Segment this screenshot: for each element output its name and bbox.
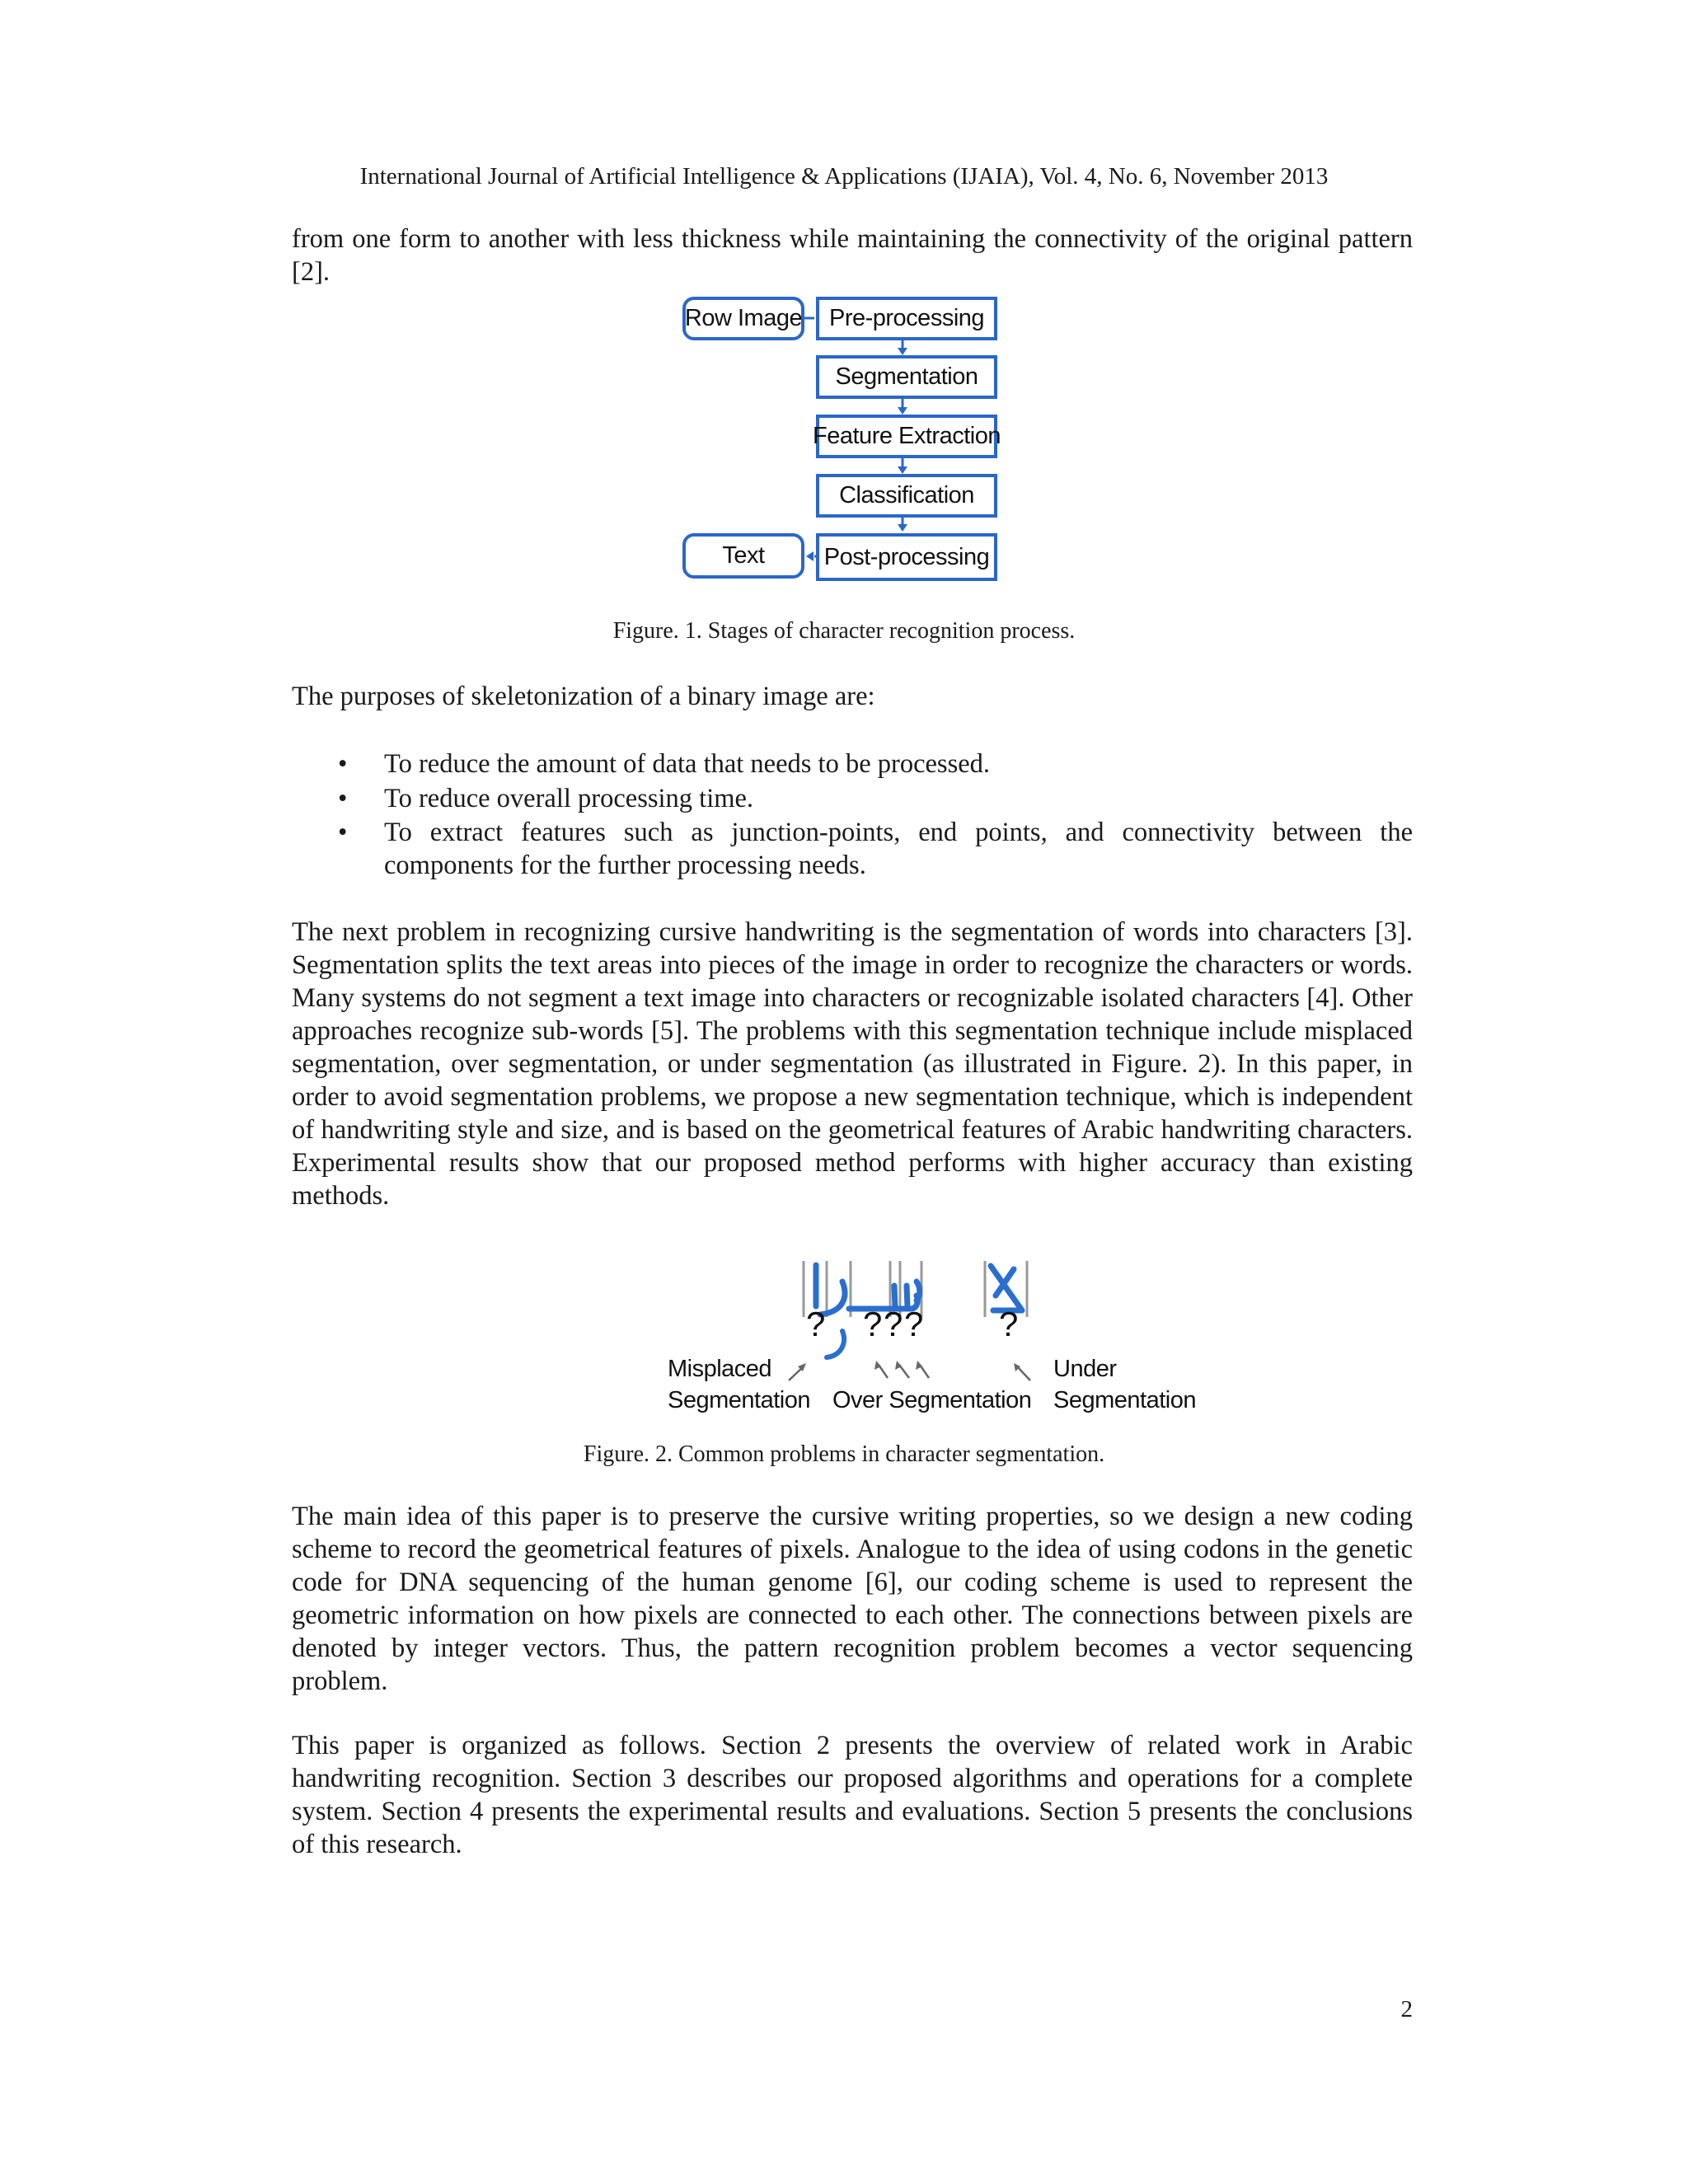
pointer-arrows: [789, 1361, 1030, 1380]
arrow-head: [898, 407, 907, 415]
label-over-segmentation: Over Segmentation: [832, 1387, 1032, 1413]
bullet-dot: •: [338, 749, 348, 779]
box-feature-extraction: Feature Extraction: [816, 415, 997, 458]
detached-ra-stroke: [827, 1331, 844, 1357]
bullet-dot: •: [338, 784, 348, 813]
organization-text: This paper is organized as follows. Section 2 presents the overview of related work in Arabic handwriting recognition. Section 3 describes our proposed algorithms and operations for a complete system. Section 4 presents the experimental results and evaluations. Section 5 presents the conclusions of this research.: [292, 1731, 1413, 1859]
segmentation-paragraph-text: The next problem in recognizing cursive handwriting is the segmentation of words into characters [3]. Segmentation splits the text areas into pieces of the image in order to recognize the characters or words. Many systems do not segment a text image into characters or recognizable isolated characters [4]. Other approaches recognize sub-words [5]. The problems with this segmentation technique include misplaced segmentation, over segmentation, or under segmentation (as illustrated in Figure. 2). In this paper, in order to avoid segmentation problems, we propose a new segmentation technique, which is independent of handwriting style and size, and is based on the geometrical features of Arabic handwriting characters. Experimental results show that our proposed method performs with higher accuracy than existing methods.: [292, 917, 1413, 1211]
main-idea-text: The main idea of this paper is to preserve the cursive writing properties, so we design a new coding scheme to record the geometrical features of pixels. Analogue to the idea of using codons in the genetic code for DNA sequencing of the human genome [6], our coding scheme is used to represent the geometric information on how pixels are connected to each other. The connections between pixels are denoted by integer vectors. Thus, the pattern recognition problem becomes a vector sequencing problem.: [292, 1502, 1413, 1696]
list-item: [292, 747, 1413, 781]
label-misplaced-line1: Misplaced: [668, 1356, 772, 1382]
figure-1-flowchart: [0, 0, 1688, 626]
box-postprocessing: Post-processing: [816, 533, 997, 581]
list-item-text: To reduce the amount of data that needs to be processed.: [384, 749, 991, 779]
lam-alif-stroke: [991, 1266, 1022, 1310]
intro-text: from one form to another with less thickness while maintaining the connectivity of the original pattern [2].: [292, 224, 1413, 287]
list-item-text: To extract features such as junction-points, end points, and connectivity between the components for the further processing needs.: [384, 818, 1413, 880]
arrow-head: [898, 524, 907, 532]
box-segmentation: Segmentation: [816, 355, 997, 399]
list-item-text: To reduce overall processing time.: [384, 784, 754, 813]
box-classification: Classification: [816, 474, 997, 518]
arrow-head: [898, 466, 907, 474]
arrow-head: [806, 551, 814, 561]
label-under-line2: Segmentation: [1053, 1387, 1196, 1413]
bullet-dot: •: [338, 818, 348, 847]
arrow-head: [898, 348, 907, 355]
figure-1-caption: Figure. 1. Stages of character recognition process.: [612, 618, 1076, 644]
box-row-image: Row Image: [682, 297, 804, 340]
purposes-intro: [292, 680, 1413, 713]
question-mark-over: ?: [904, 1305, 923, 1343]
segmentation-paragraph: [292, 916, 1413, 1212]
figure-2-caption: Figure. 2. Common problems in character segmentation.: [583, 1441, 1105, 1467]
running-header: International Journal of Artificial Intelligence & Applications (IJAIA), Vol. 4, No. 6, November 2013: [359, 163, 1329, 190]
purposes-list: [292, 747, 1413, 882]
box-preprocessing: Pre-processing: [816, 297, 997, 340]
question-mark-over: ?: [863, 1305, 882, 1343]
box-text: Text: [682, 533, 804, 579]
organization-paragraph: [292, 1729, 1413, 1861]
question-mark-misplaced: ?: [806, 1305, 825, 1343]
page-number: 2: [1400, 1996, 1413, 2022]
list-item: [292, 816, 1413, 882]
list-item: [292, 781, 1413, 816]
label-misplaced-line2: Segmentation: [668, 1387, 810, 1413]
main-idea-paragraph: [292, 1500, 1413, 1698]
figure-2-segmentation-problems: [0, 1236, 1688, 1434]
question-mark-over: ?: [884, 1305, 903, 1343]
purposes-intro-text: The purposes of skeletonization of a binary image are:: [292, 682, 875, 711]
label-under-line1: Under: [1053, 1356, 1117, 1382]
question-mark-under: ?: [999, 1305, 1018, 1343]
